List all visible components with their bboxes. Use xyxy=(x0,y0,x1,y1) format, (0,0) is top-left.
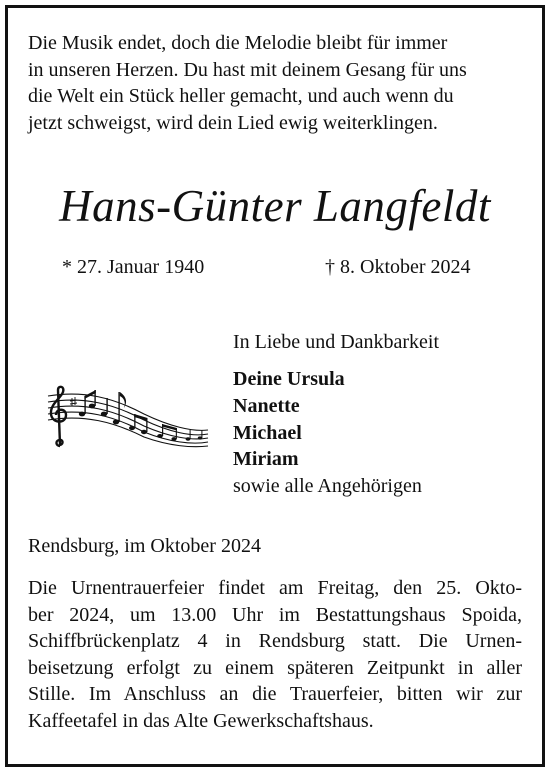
mourner-name: Deine Ursula xyxy=(233,368,345,390)
mourners-list xyxy=(233,366,422,500)
mourners-intro: In Liebe und Dankbarkeit xyxy=(233,331,440,353)
funeral-line: Die Urnentrauerfeier findet am Freitag, den 25. Okto- xyxy=(28,577,522,599)
death-date: † 8. Oktober 2024 xyxy=(325,256,471,278)
poem-line: die Welt ein Stück heller gemacht, und auch wenn du xyxy=(28,85,454,107)
place-date: Rendsburg, im Oktober 2024 xyxy=(28,535,261,557)
deceased-name: Hans-Günter Langfeldt xyxy=(59,181,491,231)
music-notes-staff-icon xyxy=(44,384,210,450)
birth-date: * 27. Januar 1940 xyxy=(62,256,205,278)
funeral-line: ber 2024, um 13.00 Uhr im Bestattungshaus Spoida, xyxy=(28,603,522,626)
poem-line: in unseren Herzen. Du hast mit deinem Gesang für uns xyxy=(28,58,467,81)
funeral-info xyxy=(28,575,522,734)
mourner-name: Michael xyxy=(233,421,302,444)
mourners-others: sowie alle Angehörigen xyxy=(233,475,422,498)
poem-line: Die Musik endet, doch die Melodie bleibt für immer xyxy=(28,32,448,54)
funeral-line: Schiffbrückenplatz 4 in Rendsburg statt. Die Urnen- xyxy=(28,630,522,652)
funeral-line: Kaffeetafel in das Alte Gewerkschaftshaus. xyxy=(28,709,374,732)
mourner-name: Miriam xyxy=(233,448,299,471)
funeral-line: Stille. Im Anschluss an die Trauerfeier, bitten wir zur xyxy=(28,683,522,705)
funeral-line: beisetzung erfolgt zu einem späteren Zeitpunkt in aller xyxy=(28,656,522,679)
memorial-poem xyxy=(28,30,528,136)
poem-line: jetzt schweigst, wird dein Lied ewig weiterklingen. xyxy=(28,111,438,134)
mourner-name: Nanette xyxy=(233,394,300,417)
